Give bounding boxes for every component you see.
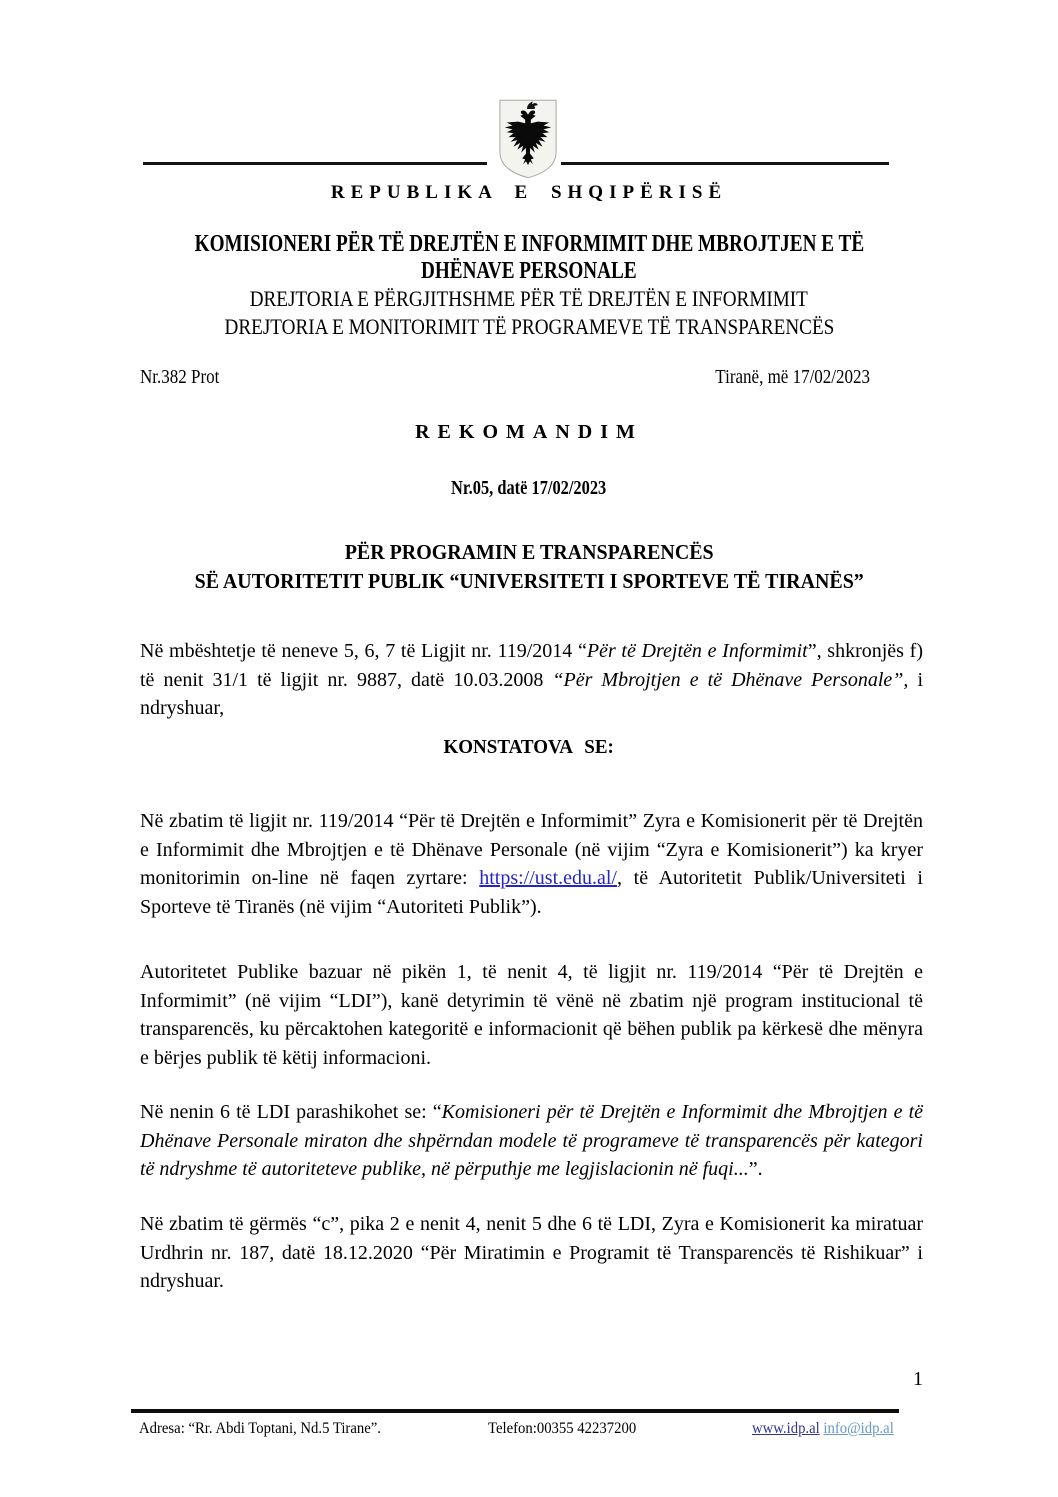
paragraph-obligation: Autoritetet Publike bazuar në pikën 1, të nenit 4, të ligjit nr. 119/2014 “Për të Drejtën e Informimit” (në vijim “LDI”), kanë detyrimin të vënë në zbatim një program institucional të transparencës, ku përcaktohen kategoritë e informacionit që bëhen publik pa kërkesë dhe mënyra e bërjes publik të këtij informacioni. <box>140 961 923 1069</box>
subject-title <box>0 538 1058 596</box>
place-date: Tiranë, më 17/02/2023 <box>715 366 870 388</box>
paragraph-legal-basis <box>140 637 923 723</box>
text-run: ”, shkronjës f) të nenit 31/1 të ligjit nr. 9887, datë 10.03.2008 <box>140 640 923 691</box>
text-run: ”. <box>748 1158 763 1180</box>
paragraph-monitoring <box>140 807 923 921</box>
konstatova-heading: KONSTATOVA SE: <box>443 736 615 758</box>
albanian-coat-of-arms-emblem <box>497 97 559 181</box>
text-run: Në mbështetje të neneve 5, 6, 7 të Ligjit nr. 119/2014 “ <box>140 640 587 662</box>
italic-text-run: Për të Drejtën e Informimit <box>586 640 808 662</box>
footer-rule <box>131 1409 899 1413</box>
commissioner-title-line-2: DHËNAVE PERSONALE <box>421 258 637 284</box>
paragraph-order187: Në zbatim të gërmës “c”, pika 2 e nenit 4, nenit 5 dhe 6 të LDI, Zyra e Komisionerit ka miratuar Urdhrin nr. 187, datë 18.12.2020 “Për Miratimin e Programit të Transparencës të Rishikuar” i ndryshuar. <box>140 1213 923 1292</box>
text-run: , të Autoritetit Publik/Universiteti i Sporteve të Tiranës (në vijim “Autoriteti Publik”). <box>140 867 923 918</box>
page-number: 1 <box>913 1368 923 1390</box>
document-kind-title: REKOMANDIM <box>415 421 643 443</box>
footer-phone: Telefon:00355 42237200 <box>488 1420 637 1437</box>
protocol-number: Nr.382 Prot <box>140 366 220 388</box>
subject-title-line-2: SË AUTORITETIT PUBLIK “UNIVERSITETI I SPORTEVE TË TIRANËS” <box>194 569 864 593</box>
footer-links-group <box>752 1420 894 1438</box>
directorate-titles <box>0 285 1058 341</box>
text-run: Në zbatim të ligjit nr. 119/2014 “Për të Drejtën e Informimit” Zyra e Komisionerit për të Drejtën e Informimit dhe Mbrojtjen e të Dhënave Personale (në vijim “Zyra e Komisionerit”) ka kryer monitorimin on-line në faqen zyrtare: <box>140 810 923 889</box>
subject-title-line-1: PËR PROGRAMIN E TRANSPARENCËS <box>344 540 714 564</box>
directorate-line-1: DREJTORIA E PËRGJITHSHME PËR TË DREJTËN E INFORMIMIT <box>249 286 809 311</box>
italic-text-run: Komisioneri për të Drejtën e Informimit dhe Mbrojtjen e të Dhënave Personale miraton dhe shpërndan modele të programeve të transparencës për kategori të ndryshme të autoriteteve publike, në përputhje me legjislacionin në fuqi... <box>140 1101 923 1180</box>
paragraph-article6 <box>140 1098 923 1184</box>
commissioner-title-line-1: KOMISIONERI PËR TË DREJTËN E INFORMIMIT DHE MBROJTJEN E TË <box>194 231 864 257</box>
recommendation-number: Nr.05, datë 17/02/2023 <box>451 477 607 499</box>
italic-text-run: “Për Mbrojtjen e të Dhënave Personale”, <box>552 668 909 691</box>
directorate-line-2: DREJTORIA E MONITORIMIT TË PROGRAMEVE TË TRANSPARENCËS <box>224 314 834 339</box>
ust-edu-al-link[interactable]: https://ust.edu.al/ <box>479 867 617 889</box>
footer-address: Adresa: “Rr. Abdi Toptani, Nd.5 Tirane”. <box>139 1420 381 1437</box>
footer-email-link[interactable]: info@idp.al <box>823 1420 894 1437</box>
footer-website-link[interactable]: www.idp.al <box>752 1420 820 1437</box>
commissioner-title <box>0 231 1058 285</box>
header-rule-right <box>561 162 889 165</box>
footer-links <box>752 1420 906 1438</box>
republic-title: REPUBLIKA E SHQIPËRISË <box>330 182 728 203</box>
text-run: i ndryshuar, <box>140 668 923 719</box>
text-run: Në nenin 6 të LDI parashikohet se: “ <box>140 1101 442 1123</box>
meta-row <box>140 366 870 389</box>
header-rule-left <box>143 162 487 165</box>
